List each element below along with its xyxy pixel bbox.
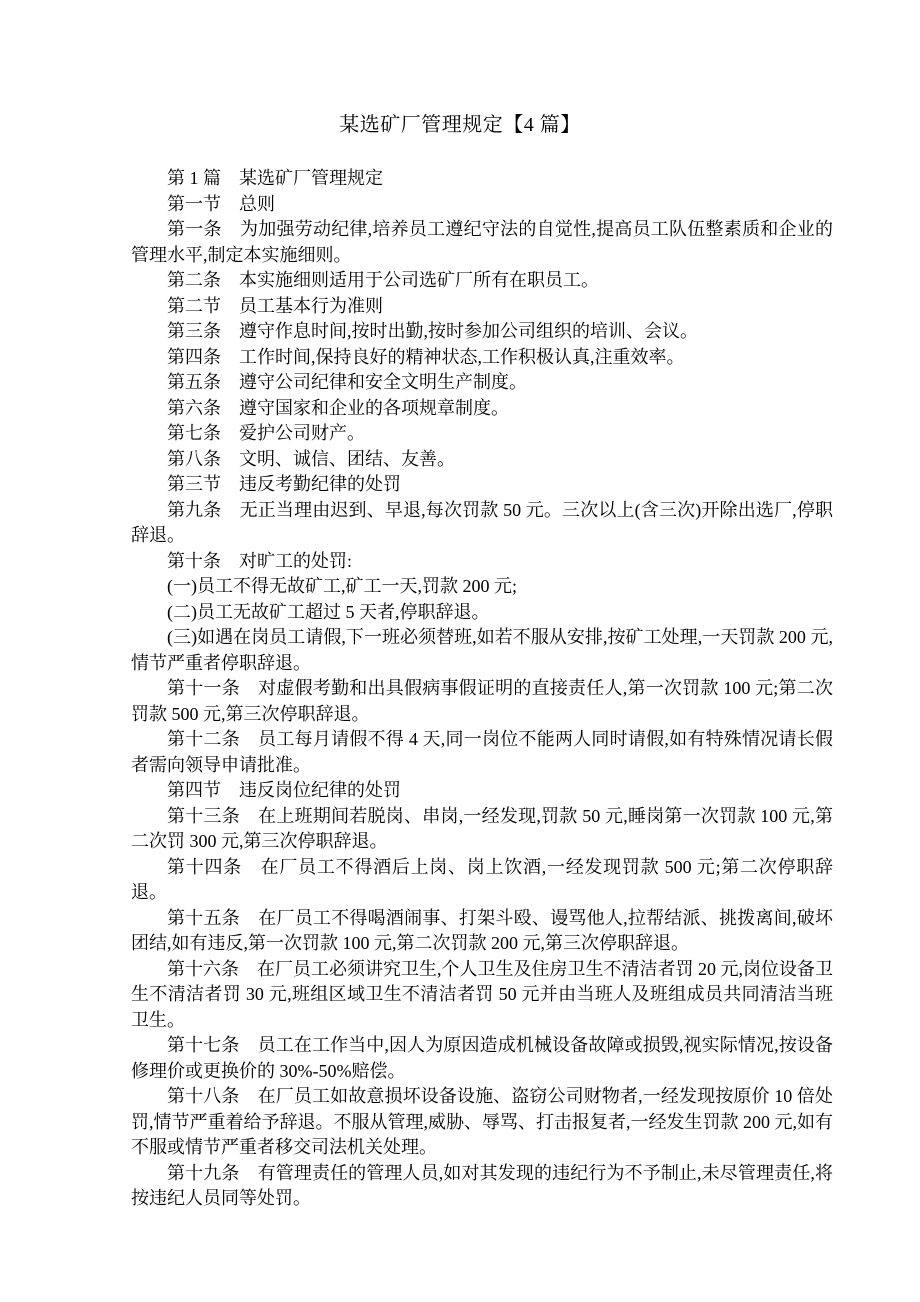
- paragraph: 第四节 违反岗位纪律的处罚: [167, 780, 401, 800]
- paragraph: 第十七条 员工在工作当中,因人为原因造成机械设备故障或损毁,视实际情况,按设备修理价或更换价的 30%-50%赔偿。: [131, 1035, 833, 1081]
- paragraph: 第三条 遵守作息时间,按时出勤,按时参加公司组织的培训、会议。: [167, 321, 698, 341]
- paragraph: (二)员工无故矿工超过 5 天者,停职辞退。: [167, 601, 490, 622]
- paragraph: 第二条 本实施细则适用于公司选矿厂所有在职员工。: [167, 270, 599, 290]
- paragraph: 第十九条 有管理责任的管理人员,如对其发现的违纪行为不予制止,未尽管理责任,将按违纪人员同等处罚。: [131, 1162, 833, 1208]
- paragraph: (一)员工不得无故矿工,矿工一天,罚款 200 元;: [167, 576, 517, 596]
- paragraph: 第十条 对旷工的处罚:: [167, 550, 352, 571]
- paragraph: (三)如遇在岗员工请假,下一班必须替班,如若不服从安排,按矿工处理,一天罚款 200 元,情节严重者停职辞退。: [131, 627, 833, 673]
- paragraph: 第六条 遵守国家和企业的各项规章制度。: [167, 397, 509, 418]
- paragraph: 第三节 违反考勤纪律的处罚: [167, 474, 401, 494]
- paragraph: 第十八条 在厂员工如故意损坏设备设施、盗窃公司财物者,一经发现按原价 10 倍处罚,情节严重着给予辞退。不服从管理,威胁、辱骂、打击报复者,一经发生罚款 200 元,如有不服或情节严重者移交司法机关处理。: [131, 1086, 833, 1157]
- paragraph: 第二节 员工基本行为准则: [167, 295, 383, 316]
- paragraph: 第一节 总则: [167, 193, 275, 214]
- paragraph: 第一条 为加强劳动纪律,培养员工遵纪守法的自觉性,提高员工队伍整素质和企业的管理水平,制定本实施细则。: [131, 219, 833, 265]
- paragraph: 第九条 无正当理由迟到、早退,每次罚款 50 元。三次以上(含三次)开除出选厂,停职辞退。: [131, 499, 833, 545]
- paragraph: 第七条 爱护公司财产。: [167, 423, 365, 443]
- paragraph: 第十五条 在厂员工不得喝酒闹事、打架斗殴、谩骂他人,拉帮结派、挑拨离间,破坏团结,如有违反,第一次罚款 100 元,第二次罚款 200 元,第三次停职辞退。: [131, 907, 833, 953]
- paragraph: 第十一条 对虚假考勤和出具假病事假证明的直接责任人,第一次罚款 100 元;第二次罚款 500 元,第三次停职辞退。: [131, 678, 833, 724]
- paragraph: 第四条 工作时间,保持良好的精神状态,工作积极认真,注重效率。: [167, 346, 685, 367]
- paragraph: 第十六条 在厂员工必须讲究卫生,个人卫生及住房卫生不清洁者罚 20 元,岗位设备卫生不清洁者罚 30 元,班组区域卫生不清洁者罚 50 元并由当班人及班组成员共同清洁当班卫生。: [131, 958, 833, 1030]
- document-body: [131, 166, 833, 1212]
- paragraph: 第十二条 员工每月请假不得 4 天,同一岗位不能两人同时请假,如有特殊情况请长假者需向领导申请批准。: [131, 729, 833, 775]
- paragraph: 第 1 篇 某选矿厂管理规定: [167, 168, 383, 188]
- paragraph: 第八条 文明、诚信、团结、友善。: [167, 448, 455, 469]
- paragraph: 第十四条 在厂员工不得酒后上岗、岗上饮酒,一经发现罚款 500 元;第二次停职辞退。: [131, 856, 833, 902]
- document-title: 某选矿厂管理规定【4 篇】: [339, 114, 581, 136]
- paragraph: 第十三条 在上班期间若脱岗、串岗,一经发现,罚款 50 元,睡岗第一次罚款 100 元,第二次罚 300 元,第三次停职辞退。: [131, 805, 833, 851]
- paragraph: 第五条 遵守公司纪律和安全文明生产制度。: [167, 372, 527, 392]
